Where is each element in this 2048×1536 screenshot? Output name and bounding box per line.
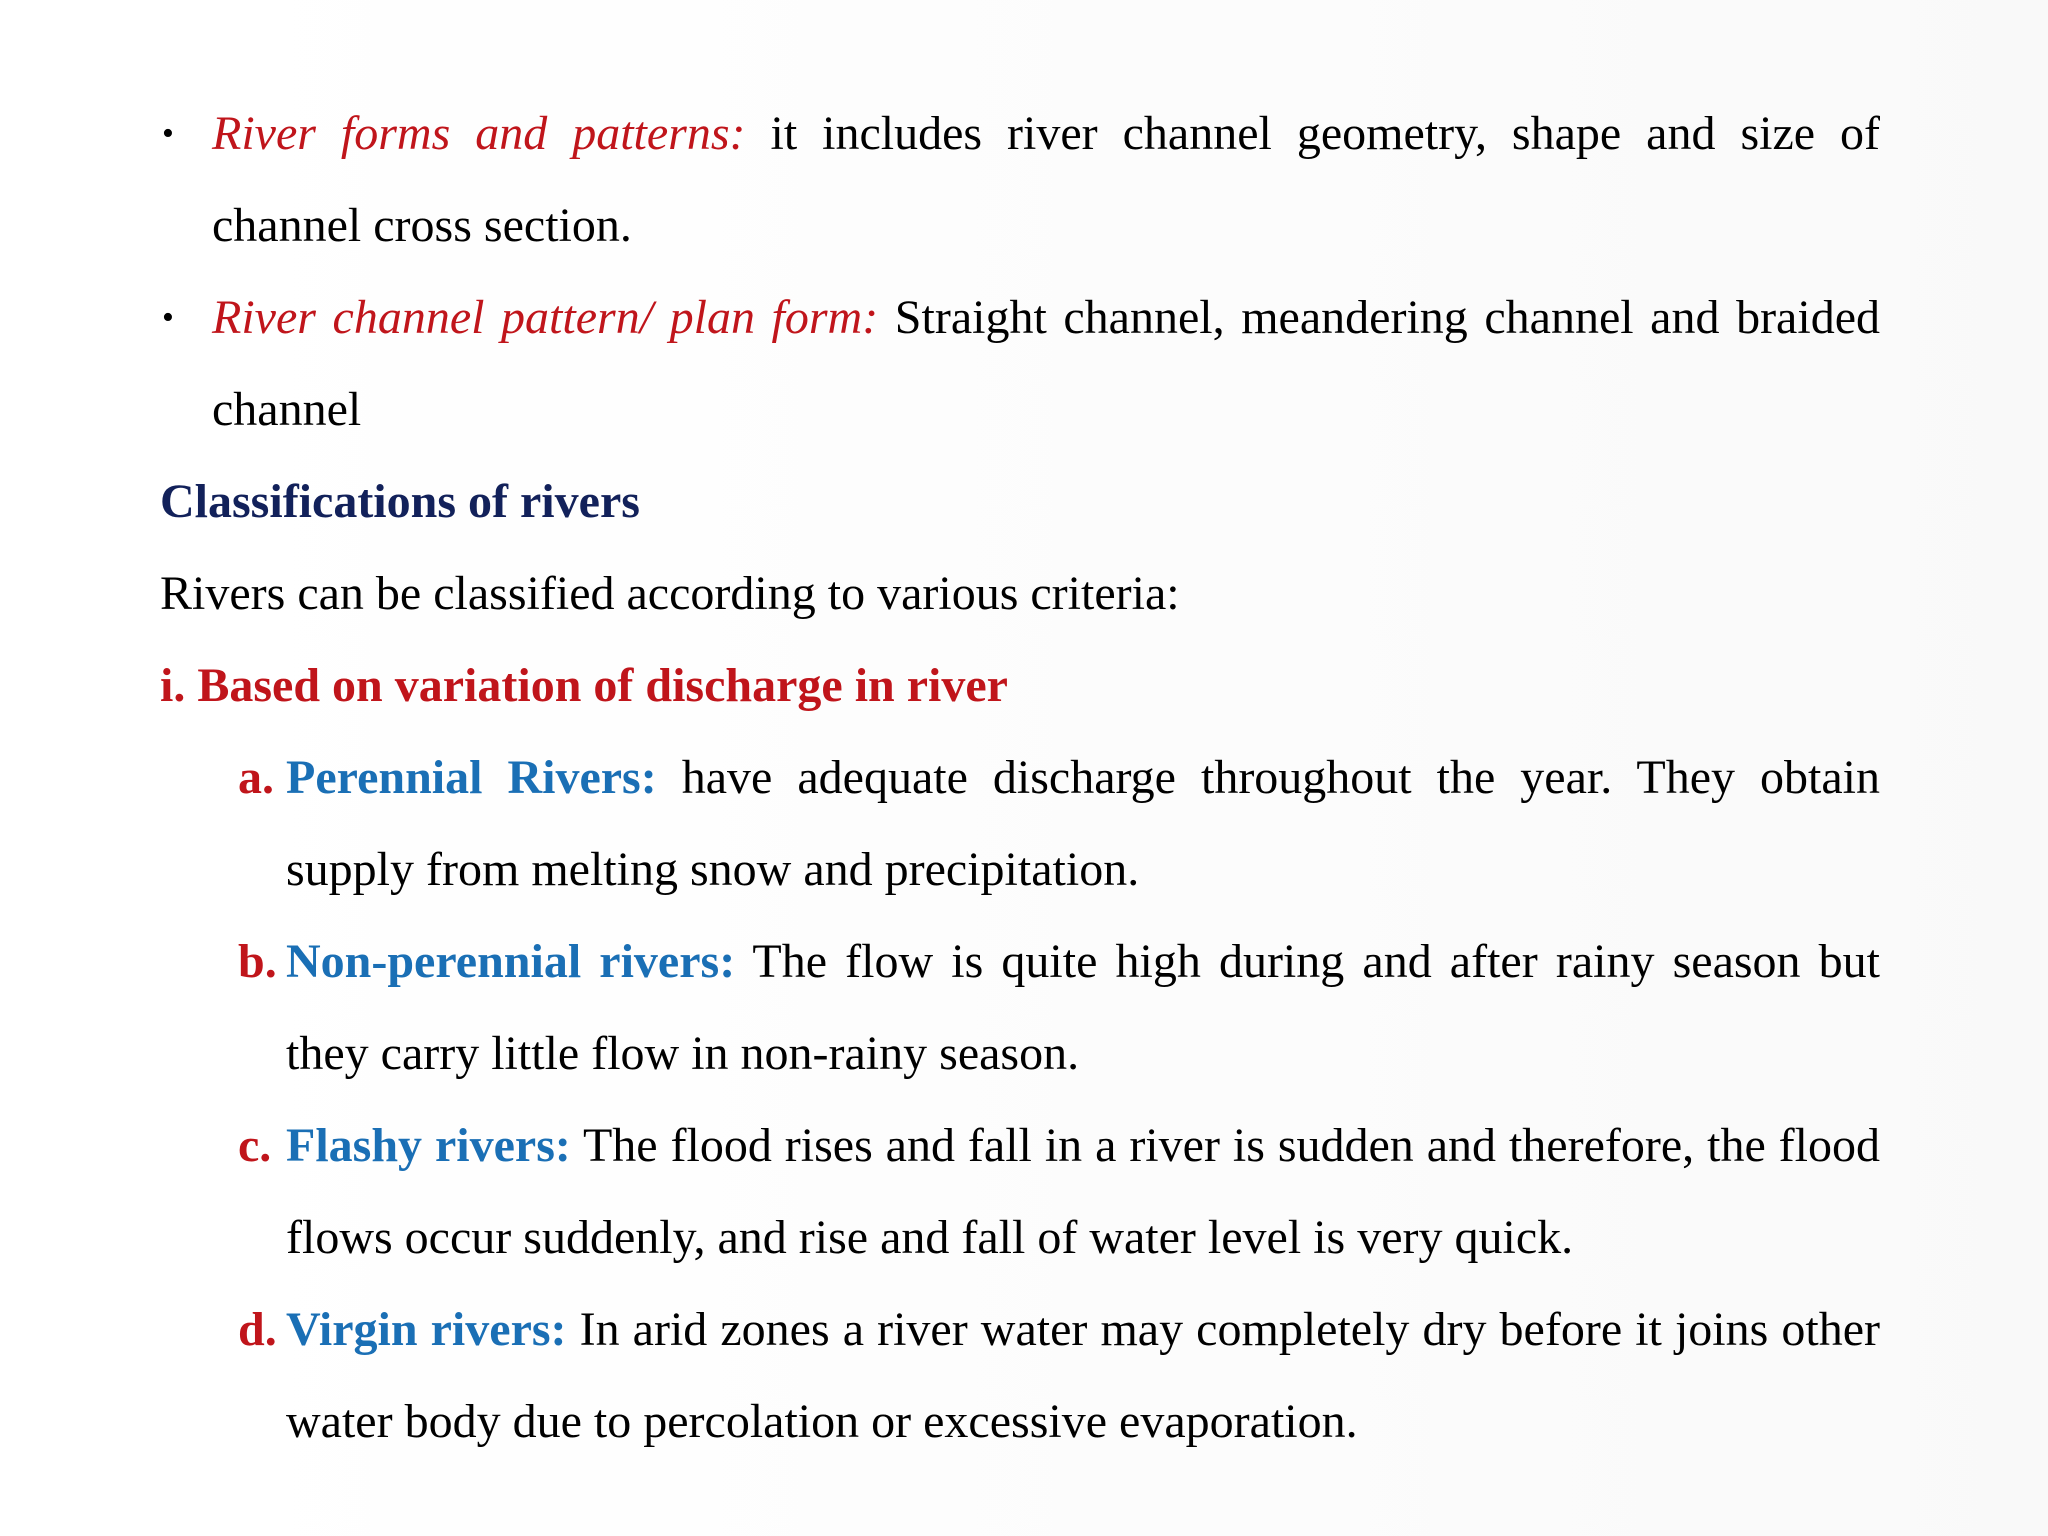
bullet-item-river-forms bbox=[160, 88, 1880, 272]
list-item-description: The flow is quite high during and after rainy season but they carry little flow in non-rainy season. bbox=[286, 935, 1881, 1080]
list-item-text bbox=[286, 916, 1880, 1100]
list-item-flashy bbox=[238, 1100, 1880, 1284]
document-content bbox=[160, 88, 1880, 1468]
list-item-term: Flashy rivers: bbox=[286, 1119, 571, 1172]
river-types-list bbox=[238, 732, 1880, 1468]
list-item-text bbox=[286, 732, 1880, 916]
bullet-mark: • bbox=[162, 299, 174, 336]
list-item-letter: c. bbox=[238, 1119, 272, 1172]
list-item-letter: a. bbox=[238, 751, 274, 804]
list-item-letter: b. bbox=[238, 935, 277, 988]
list-item-perennial bbox=[238, 732, 1880, 916]
bullet-mark: • bbox=[162, 115, 174, 152]
bullet-term: River forms and patterns: bbox=[212, 107, 746, 160]
bullet-text bbox=[212, 88, 1880, 272]
list-item-virgin bbox=[238, 1284, 1880, 1468]
bullet-description: Straight channel, meandering channel and braided channel bbox=[212, 291, 1881, 436]
bullet-description: it includes river channel geometry, shape and size of channel cross section. bbox=[212, 107, 1881, 252]
section-heading: Classifications of rivers bbox=[160, 475, 640, 528]
list-item-term: Perennial Rivers: bbox=[286, 751, 657, 804]
criterion-heading: i. Based on variation of discharge in river bbox=[160, 659, 1008, 712]
intro-text: Rivers can be classified according to various criteria: bbox=[160, 567, 1180, 620]
list-item-text bbox=[286, 1284, 1880, 1468]
list-item-term: Non-perennial rivers: bbox=[286, 935, 736, 988]
bullet-item-channel-pattern bbox=[160, 272, 1880, 456]
list-item-text bbox=[286, 1100, 1880, 1284]
list-item-description: have adequate discharge throughout the year. They obtain supply from melting snow and precipitation. bbox=[286, 751, 1881, 896]
list-item-description: In arid zones a river water may completely dry before it joins other water body due to percolation or excessive evaporation. bbox=[286, 1303, 1881, 1448]
list-item-non-perennial bbox=[238, 916, 1880, 1100]
list-item-term: Virgin rivers: bbox=[286, 1303, 567, 1356]
bullet-text bbox=[212, 272, 1880, 456]
list-item-description: The flood rises and fall in a river is sudden and therefore, the flood flows occur suddenly, and rise and fall of water level is very quick. bbox=[286, 1119, 1881, 1264]
list-item-letter: d. bbox=[238, 1303, 277, 1356]
bullet-term: River channel pattern/ plan form: bbox=[212, 291, 879, 344]
